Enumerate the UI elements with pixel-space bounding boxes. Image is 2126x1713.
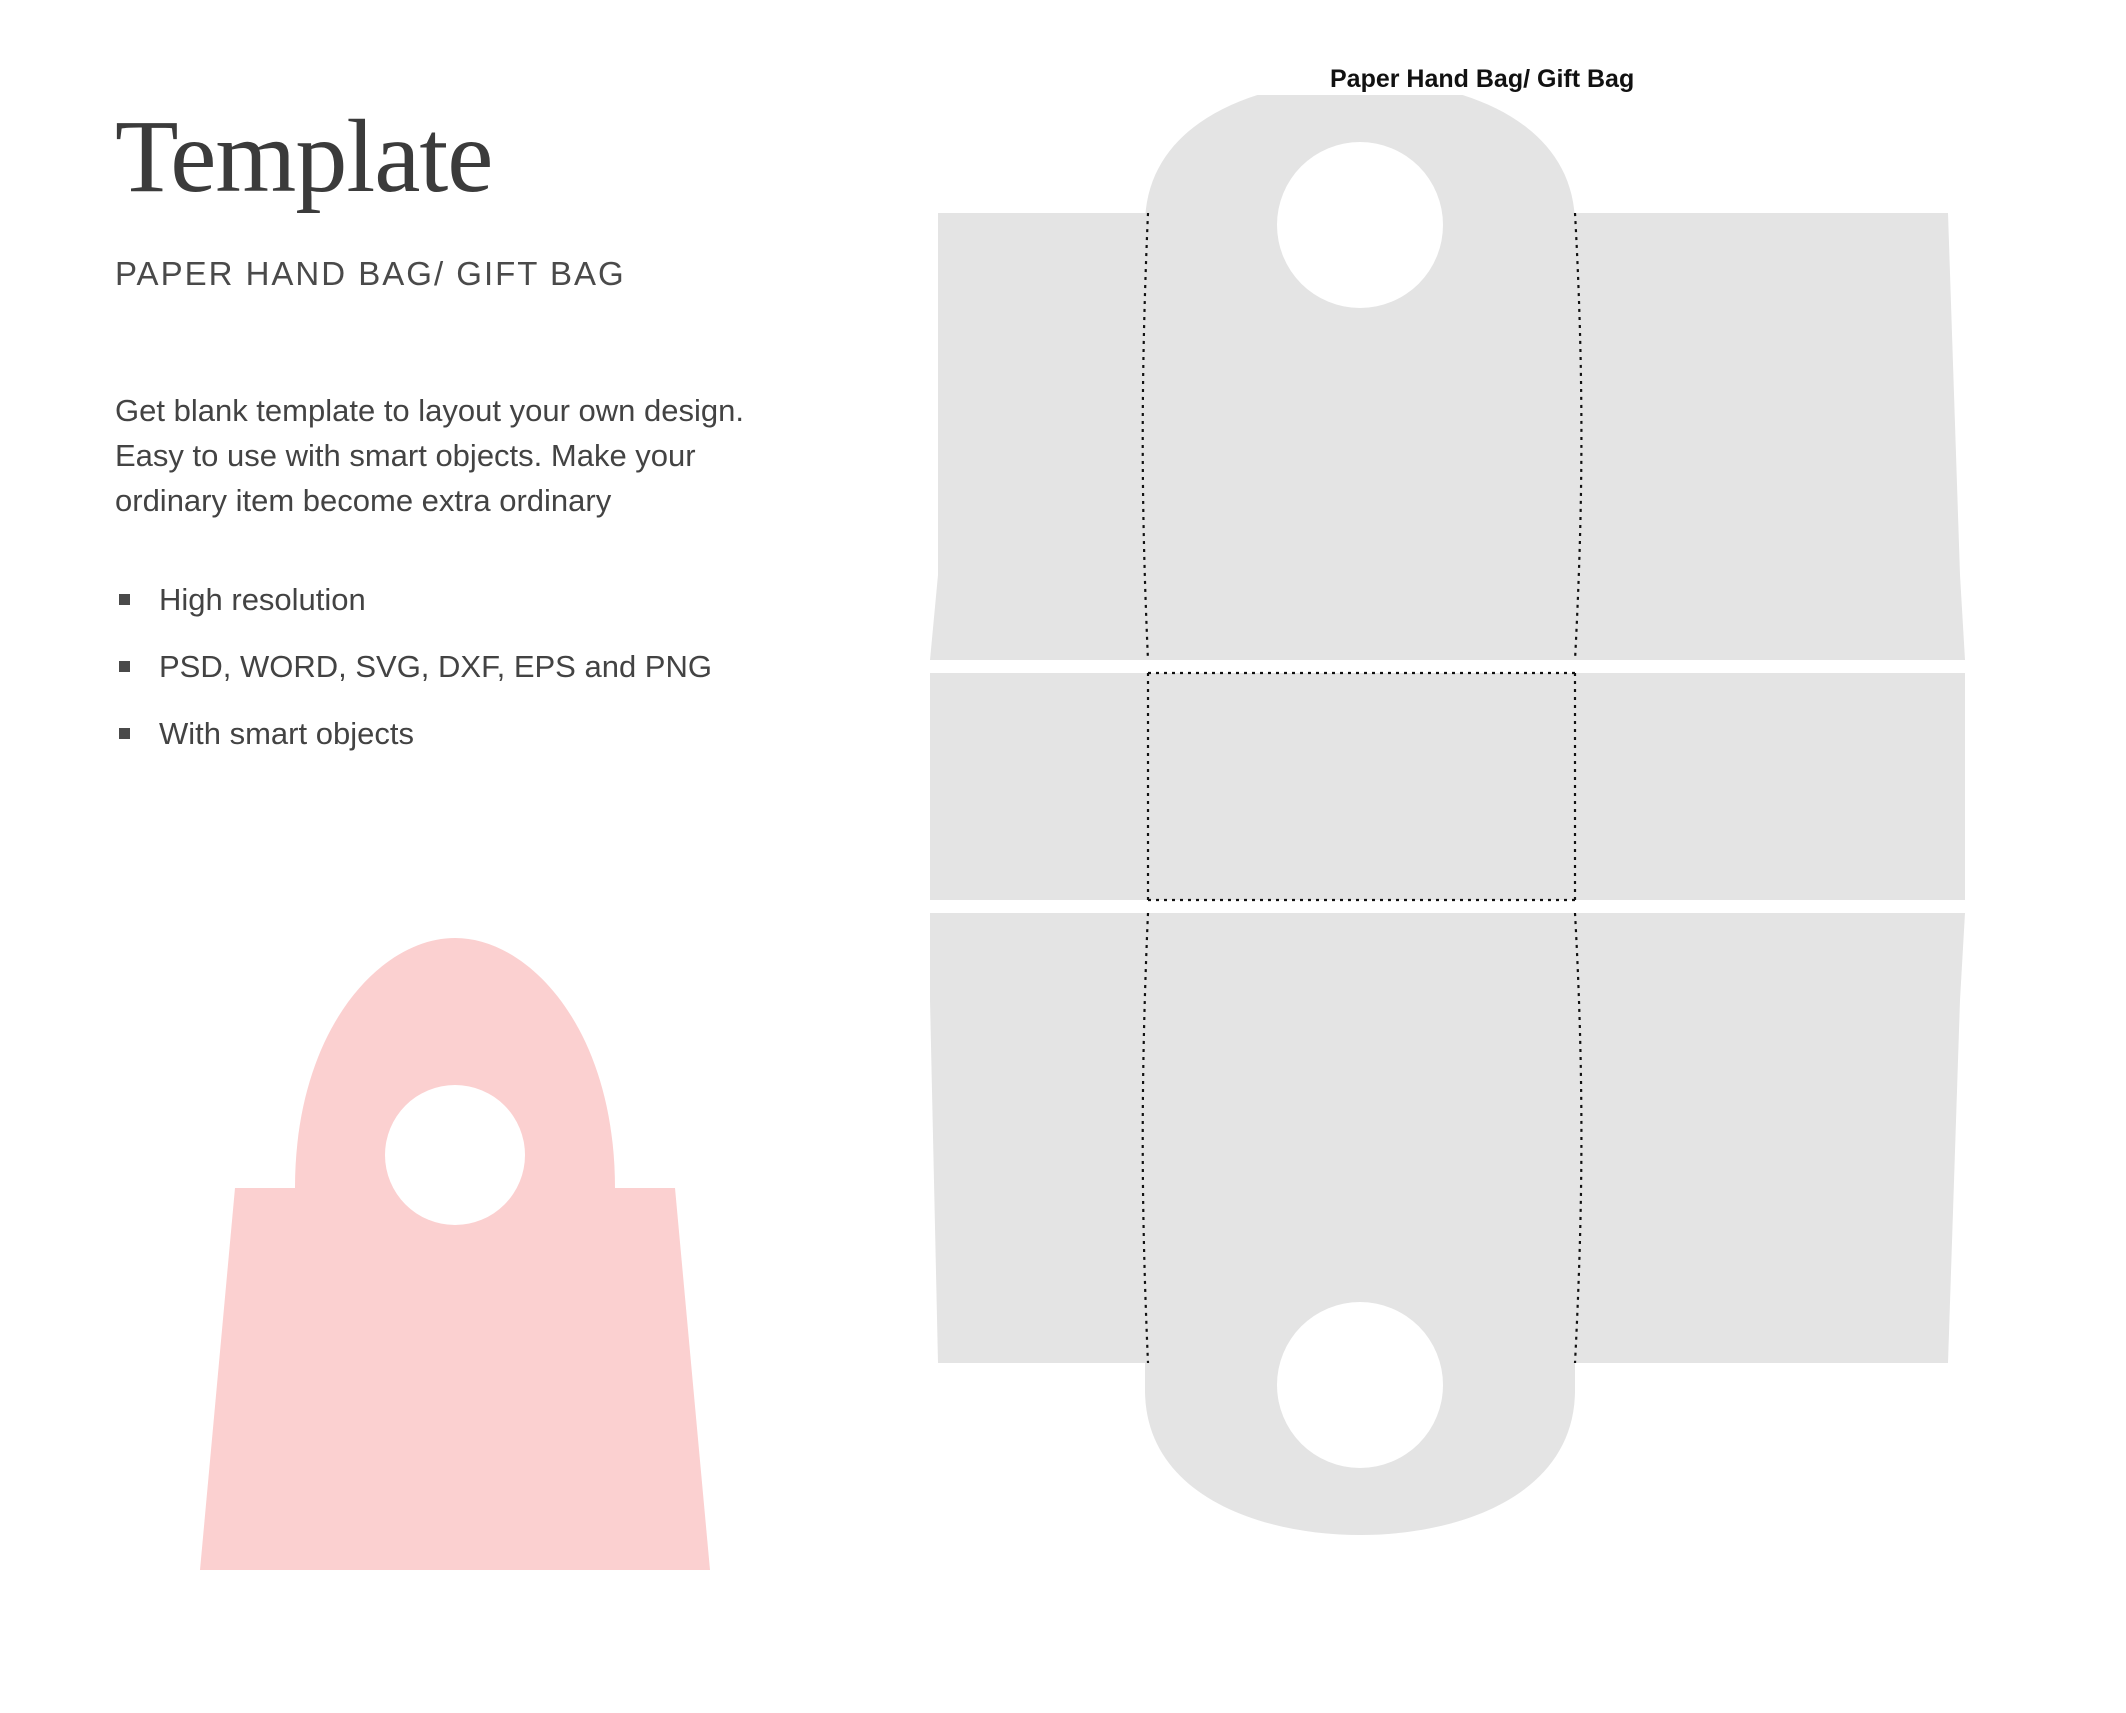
feature-label: PSD, WORD, SVG, DXF, EPS and PNG [159,649,712,685]
list-item [115,714,795,754]
middle-left-panel [930,673,1148,900]
middle-right-panel [1575,673,1965,900]
lower-right-side-panel [1575,913,1965,1363]
bag-body-shape [200,938,710,1570]
upper-right-side-panel [1575,213,1965,660]
square-bullet-icon [119,594,130,605]
feature-list [115,580,795,755]
middle-center-panel [1148,673,1575,900]
list-item [115,647,795,687]
dieline-panels [930,95,1965,1535]
bottom-handle-hole-circle [1277,1302,1443,1468]
handle-hole-circle [385,1085,525,1225]
square-bullet-icon [119,661,130,672]
lower-back-panel [1148,913,1575,1363]
page-subtitle: PAPER HAND BAG/ GIFT BAG [115,255,626,292]
lower-left-side-panel [930,913,1148,1363]
description-text: Get blank template to layout your own design. Easy to use with smart objects. Make your ordinary item become extra ordinary [115,393,744,518]
top-handle-hole-circle [1277,142,1443,308]
list-item [115,580,795,620]
left-text-column [115,99,795,782]
square-bullet-icon [119,728,130,739]
page-title: Template [115,99,493,214]
feature-label: High resolution [159,581,366,617]
upper-left-side-panel [930,213,1148,660]
paper-bag-preview-illustration [130,910,780,1590]
feature-label: With smart objects [159,716,414,752]
dieline-diagram [930,95,2060,1655]
dieline-title: Paper Hand Bag/ Gift Bag [1330,65,1635,93]
